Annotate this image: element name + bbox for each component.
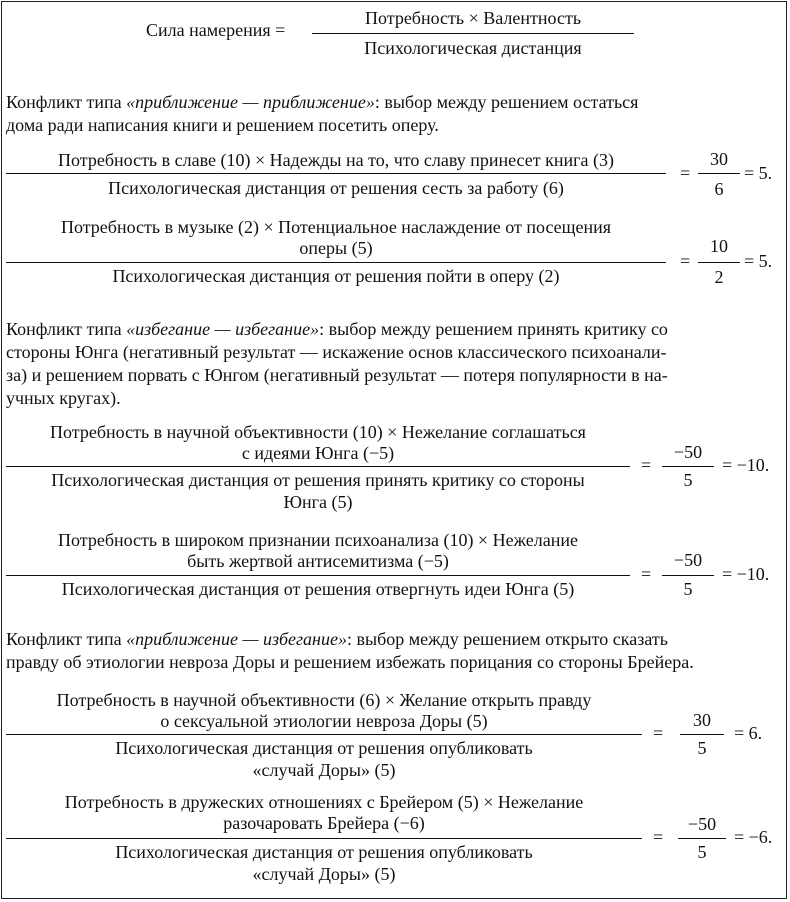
ex-1-2-frac-den: 2 <box>714 267 724 287</box>
ex-2-1-denominator-l1: Психологическая дистанция от решения принять критику со стороны <box>51 470 585 490</box>
formula-numerator: Потребность × Валентность <box>364 8 582 28</box>
ex-1-1-denominator: Психологическая дистанция от решения сесть за работу (6) <box>108 178 564 198</box>
ex-2-2-frac-num: −50 <box>673 550 703 570</box>
ex-1-2-numerator-l2: оперы (5) <box>299 238 373 258</box>
ex-1-1-frac-num: 30 <box>710 149 728 169</box>
ex-2-1-numerator-l2: с идеями Юнга (−5) <box>241 443 395 463</box>
ex-3-1-numerator-l2: о сексуальной этиологии невроза Доры (5) <box>160 711 488 731</box>
conflict-2-text-l2: стороны Юнга (негативный результат — искажение основ классического психоанали- <box>6 342 667 362</box>
ex-3-1-fraction-bar <box>6 734 642 735</box>
example-3-2 <box>0 790 790 890</box>
ex-3-1-frac-num: 30 <box>693 710 711 730</box>
ex-1-2-numerator-l1: Потребность в музыке (2) × Потенциальное наслаждение от посещения <box>60 217 612 237</box>
ex-1-2-result: = 5. <box>744 251 773 271</box>
ex-3-1-equals: = <box>653 723 664 743</box>
ex-2-1-frac-den: 5 <box>683 470 693 490</box>
conflict-3-type: «приближение — избегание» <box>126 629 347 649</box>
conflict-2-text-l4: учных кругах). <box>6 388 121 408</box>
conflict-2-label: Конфликт типа <box>6 319 127 339</box>
conflict-3-text-l1: : выбор между решением открыто сказать <box>346 629 668 649</box>
ex-2-1-fraction-bar <box>6 466 630 467</box>
example-2-1 <box>0 420 790 515</box>
ex-1-1-numerator: Потребность в славе (10) × Надежды на то, что славу принесет книга (3) <box>58 150 614 170</box>
ex-2-2-denominator: Психологическая дистанция от решения отвергнуть идеи Юнга (5) <box>61 579 575 599</box>
conflict-1-text-l1: : выбор между решением остаться <box>374 92 639 112</box>
conflict-1-text-l2: дома ради написания книги и решением посетить оперу. <box>6 115 439 135</box>
ex-3-2-numerator-l1: Потребность в дружеских отношениях с Брейером (5) × Нежелание <box>64 792 584 812</box>
ex-3-1-frac-den: 5 <box>697 738 707 758</box>
ex-2-1-frac-num: −50 <box>673 442 703 462</box>
conflict-1-intro <box>6 91 782 137</box>
example-3-1 <box>0 688 790 783</box>
ex-2-2-fraction-bar <box>6 575 630 576</box>
conflict-2-text-l3: за) и решением порвать с Юнгом (негативный результат — потеря популярности в на- <box>6 365 668 385</box>
ex-2-2-frac-den: 5 <box>683 579 693 599</box>
ex-3-1-numerator-l1: Потребность в научной объективности (6) × Желание открыть правду <box>56 690 592 710</box>
formula-denominator: Психологическая дистанция <box>364 38 582 58</box>
ex-3-2-equals: = <box>653 827 664 847</box>
ex-3-2-denominator-l1: Психологическая дистанция от решения опубликовать <box>115 842 533 862</box>
ex-1-2-frac-bar <box>698 262 740 263</box>
ex-1-2-equals: = <box>680 251 691 271</box>
conflict-2-intro <box>6 318 782 410</box>
main-formula <box>0 0 790 70</box>
ex-2-2-numerator-l2: быть жертвой антисемитизма (−5) <box>187 551 449 571</box>
ex-1-1-result: = 5. <box>744 163 773 183</box>
ex-2-2-frac-bar <box>662 575 714 576</box>
ex-3-2-result: = −6. <box>734 827 773 847</box>
ex-3-2-numerator-l2: разочаровать Брейера (−6) <box>223 813 425 833</box>
ex-3-2-fraction-bar <box>6 838 642 839</box>
ex-2-1-denominator-l2: Юнга (5) <box>283 492 353 512</box>
ex-2-1-result: = −10. <box>722 455 770 475</box>
conflict-3-intro <box>6 628 782 674</box>
ex-2-1-equals: = <box>641 455 652 475</box>
ex-2-1-numerator-l1: Потребность в научной объективности (10) × Нежелание соглашаться <box>50 422 586 442</box>
ex-1-2-fraction-bar <box>6 262 666 263</box>
ex-3-2-denominator-l2: «случай Доры» (5) <box>252 864 396 884</box>
ex-2-2-result: = −10. <box>722 564 770 584</box>
ex-1-2-denominator: Психологическая дистанция от решения пойти в оперу (2) <box>112 266 560 286</box>
ex-3-2-frac-den: 5 <box>697 842 707 862</box>
ex-1-2-frac-num: 10 <box>710 236 728 256</box>
example-1-2 <box>0 215 790 290</box>
ex-2-2-numerator-l1: Потребность в широком признании психоанализа (10) × Нежелание <box>57 530 578 550</box>
ex-2-2-equals: = <box>641 564 652 584</box>
ex-1-1-frac-bar <box>698 173 740 174</box>
example-2-2 <box>0 528 790 603</box>
conflict-2-type: «избегание — избегание» <box>126 319 320 339</box>
ex-3-2-frac-bar <box>678 838 726 839</box>
ex-3-1-result: = 6. <box>734 723 763 743</box>
ex-2-1-frac-bar <box>662 466 714 467</box>
ex-3-1-frac-bar <box>680 734 724 735</box>
ex-3-2-frac-num: −50 <box>687 814 717 834</box>
conflict-1-label: Конфликт типа <box>6 92 127 112</box>
conflict-3-text-l2: правду об этиологии невроза Доры и решением избежать порицания со стороны Брейера. <box>6 652 694 672</box>
conflict-3-label: Конфликт типа <box>6 629 127 649</box>
conflict-2-text-l1: : выбор между решением принять критику со <box>319 319 668 339</box>
ex-3-1-denominator-l1: Психологическая дистанция от решения опубликовать <box>115 738 533 758</box>
ex-1-1-frac-den: 6 <box>714 179 724 199</box>
formula-fraction-bar <box>312 33 634 34</box>
example-1-1 <box>0 148 790 203</box>
ex-1-1-equals: = <box>680 163 691 183</box>
conflict-1-type: «приближение — приближение» <box>126 92 375 112</box>
ex-3-1-denominator-l2: «случай Доры» (5) <box>252 760 396 780</box>
ex-1-1-fraction-bar <box>6 173 666 174</box>
formula-lhs: Сила намерения = <box>146 20 286 40</box>
